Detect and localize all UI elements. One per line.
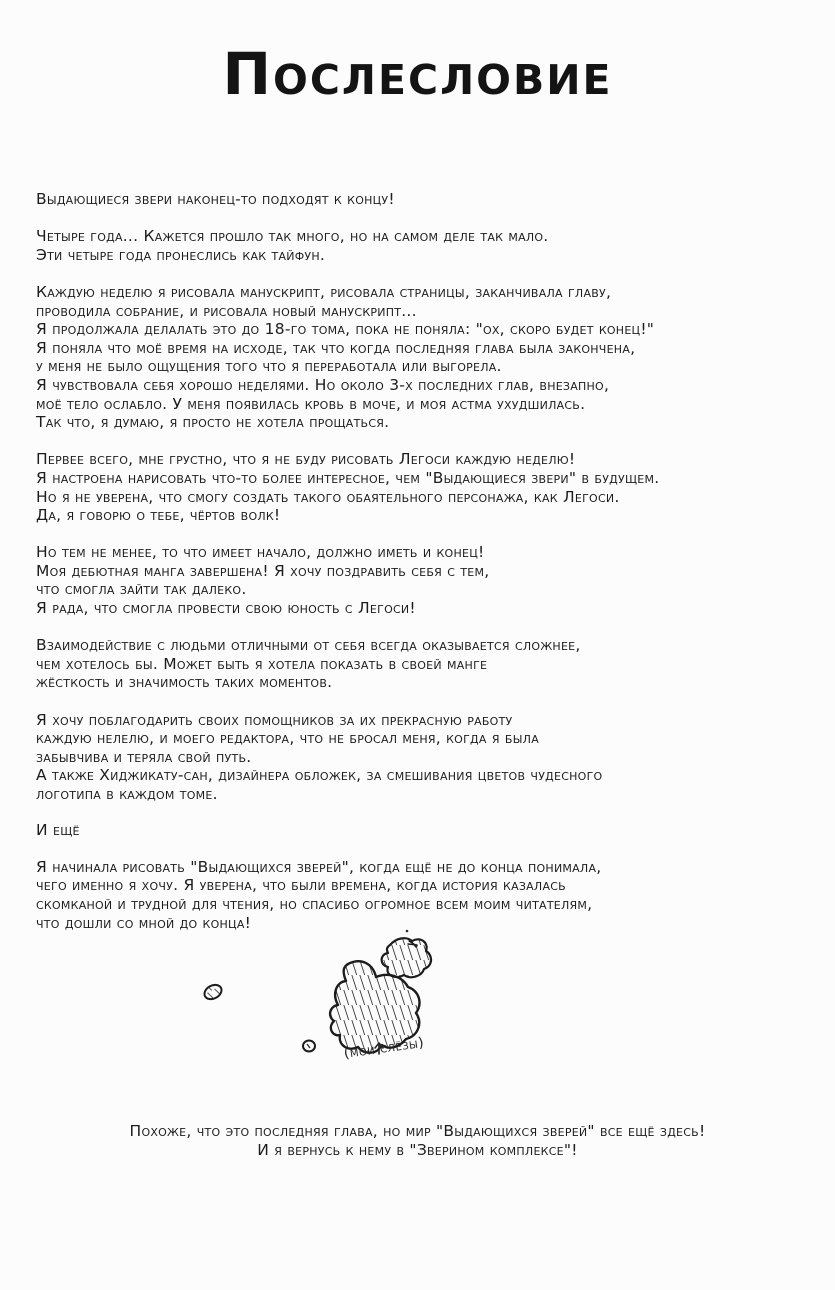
text-line: Но тем не менее, то что имеет начало, должно иметь и конец! <box>36 543 485 562</box>
tears-doodle <box>150 915 550 1095</box>
text-line: каждую нелелю, и моего редактора, что не бросал меня, когда я была <box>36 729 539 748</box>
text-line: Четыре года... Кажется прошло так много, но на самом деле так мало. <box>36 227 549 246</box>
text-line: Я чувствовала себя хорошо неделями. Но около 3-х последних глав, внезапно, <box>36 375 610 394</box>
text-line: Первее всего, мне грустно, что я не буду рисовать Легоси каждую неделю! <box>36 450 576 469</box>
page-title: Послесловие <box>222 40 613 108</box>
text-line: что смогла зайти так далеко. <box>36 580 247 599</box>
text-line: А также Хиджикату-сан, дизайнера обложек, за смешивания цветов чудесного <box>36 766 603 785</box>
tear-puddle-small-icon <box>382 938 431 977</box>
text-line: логотипа в каждом томе. <box>36 785 218 803</box>
text-line: И ещё <box>36 820 80 839</box>
tear-drop-icon <box>202 982 224 1002</box>
afterword-body <box>36 189 821 948</box>
paragraph <box>36 189 821 209</box>
text-line: скомканой и трудной для чтения, но спасибо огромное всем моим читателям, <box>36 894 593 913</box>
text-line: Эти четыре года пронеслись как тайфун. <box>36 245 326 264</box>
text-line: моё тело ослабло. У меня появилась кровь в моче, и моя астма ухудшилась. <box>36 394 586 413</box>
text-line: что дошли со мной до конца! <box>36 913 252 932</box>
text-line: чем хотелось бы. Может быть я хотела показать в своей манге <box>36 654 488 673</box>
text-line: Каждую неделю я рисовала манускрипт, рисовала страницы, заканчивала главу, <box>36 282 612 301</box>
text-line: И я вернусь к нему в "Зверином комплексе"! <box>257 1140 578 1159</box>
doodle-caption: (мои слёзы) <box>342 1034 426 1062</box>
text-line: Выдающиеся звери наконец-то подходят к концу! <box>36 190 395 208</box>
closing-note <box>0 1122 835 1159</box>
text-line: Я продолжала делалать это до 18-го тома, пока не поняла: "ох, скоро будет конец!" <box>36 320 655 339</box>
text-line: Так что, я думаю, я просто не хотела прощаться. <box>36 413 390 432</box>
text-line: Да, я говорю о тебе, чёртов волк! <box>36 506 281 525</box>
text-line: чего именно я хочу. Я уверена, что были времена, когда история казалась <box>36 876 566 895</box>
text-line: жёсткость и значимость таких моментов. <box>36 673 333 692</box>
text-line: Я рада, что смогла провести свою юность с Легоси! <box>36 599 416 618</box>
text-line: Я начинала рисовать "Выдающихся зверей", когда ещё не до конца понимала, <box>36 857 602 876</box>
text-line: Моя дебютная манга завершена! Я хочу поздравить себя с тем, <box>36 561 490 580</box>
paragraph <box>36 820 821 840</box>
text-line: Я поняла что моё время на исходе, так что когда последняя глава была закончена, <box>36 338 636 357</box>
text-line: Взаимодействие с людьми отличными от себя всегда оказывается сложнее, <box>36 636 581 655</box>
text-line: Но я не уверена, что смогу создать такого обаятельного персонажа, как Легоси. <box>36 487 620 506</box>
text-line: Похоже, что это последняя глава, но мир "Выдающихся зверей" все ещё здесь! <box>129 1122 706 1140</box>
text-line: Я хочу поблагодарить своих помощников за их прекрасную работу <box>36 710 513 729</box>
text-line: проводила собрание, и рисовала новый манускрипт... <box>36 301 417 320</box>
text-line: забывчива и теряла свой путь. <box>36 747 252 766</box>
ink-dot-icon <box>406 930 409 933</box>
text-line: Я настроена нарисовать что-то более интересное, чем "Выдающиеся звери" в будущем. <box>36 468 660 487</box>
text-line: у меня не было ощущения того что я переработала или выгорела. <box>36 357 502 376</box>
